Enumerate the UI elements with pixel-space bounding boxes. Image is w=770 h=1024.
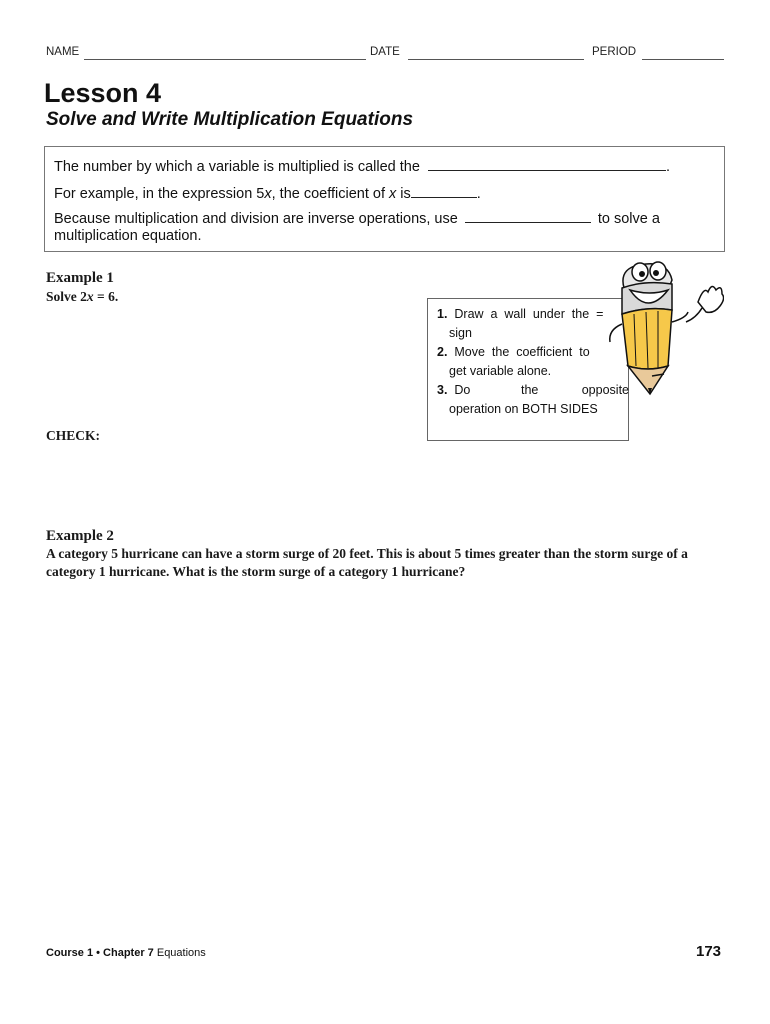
example-2-prompt-line-1: A category 5 hurricane can have a storm surge of 20 feet. This is about 5 times greater than the storm surge of a <box>46 546 688 561</box>
step-2-cont: get variable alone. <box>449 364 552 378</box>
example-1-title: Example 1 <box>46 270 114 286</box>
check-label: CHECK: <box>46 428 100 443</box>
coefficient-value-blank[interactable] <box>411 184 477 198</box>
definition-line-3: Because multiplication and division are inverse operations, use to solve a <box>54 211 660 227</box>
definition-line-4: multiplication equation. <box>54 228 202 244</box>
coefficient-term-blank[interactable] <box>428 157 666 171</box>
definition-box <box>44 146 725 252</box>
pencil-mascot-icon <box>596 258 724 418</box>
name-label: NAME <box>46 46 80 58</box>
name-field[interactable] <box>84 59 366 60</box>
inverse-operation-blank[interactable] <box>465 209 591 223</box>
definition-line-1: The number by which a variable is multiplied is called the . <box>54 159 670 175</box>
date-field[interactable] <box>408 59 584 60</box>
period-field[interactable] <box>642 59 724 60</box>
step-3: 3. Do the opposite <box>437 383 629 397</box>
example-2-prompt-line-2: category 1 hurricane. What is the storm surge of a category 1 hurricane? <box>46 564 466 579</box>
step-1-cont: sign <box>449 326 472 340</box>
example-2-title: Example 2 <box>46 528 114 544</box>
step-2: 2. Move the coefficient to <box>437 345 590 359</box>
lesson-subtitle: Solve and Write Multiplication Equations <box>46 109 414 130</box>
definition-line-2: For example, in the expression 5x, the coefficient of x is . <box>54 186 481 202</box>
step-1: 1. Draw a wall under the = <box>437 307 604 321</box>
step-3-cont: operation on BOTH SIDES <box>449 402 598 416</box>
period-label: PERIOD <box>592 46 637 58</box>
date-label: DATE <box>370 46 400 58</box>
course-footer: Course 1 • Chapter 7 Equations <box>46 947 206 959</box>
lesson-title: Lesson 4 <box>44 78 162 108</box>
example-1-prompt: Solve 2x = 6. <box>46 289 119 304</box>
page-number: 173 <box>696 943 722 960</box>
student-info-header <box>46 46 724 62</box>
